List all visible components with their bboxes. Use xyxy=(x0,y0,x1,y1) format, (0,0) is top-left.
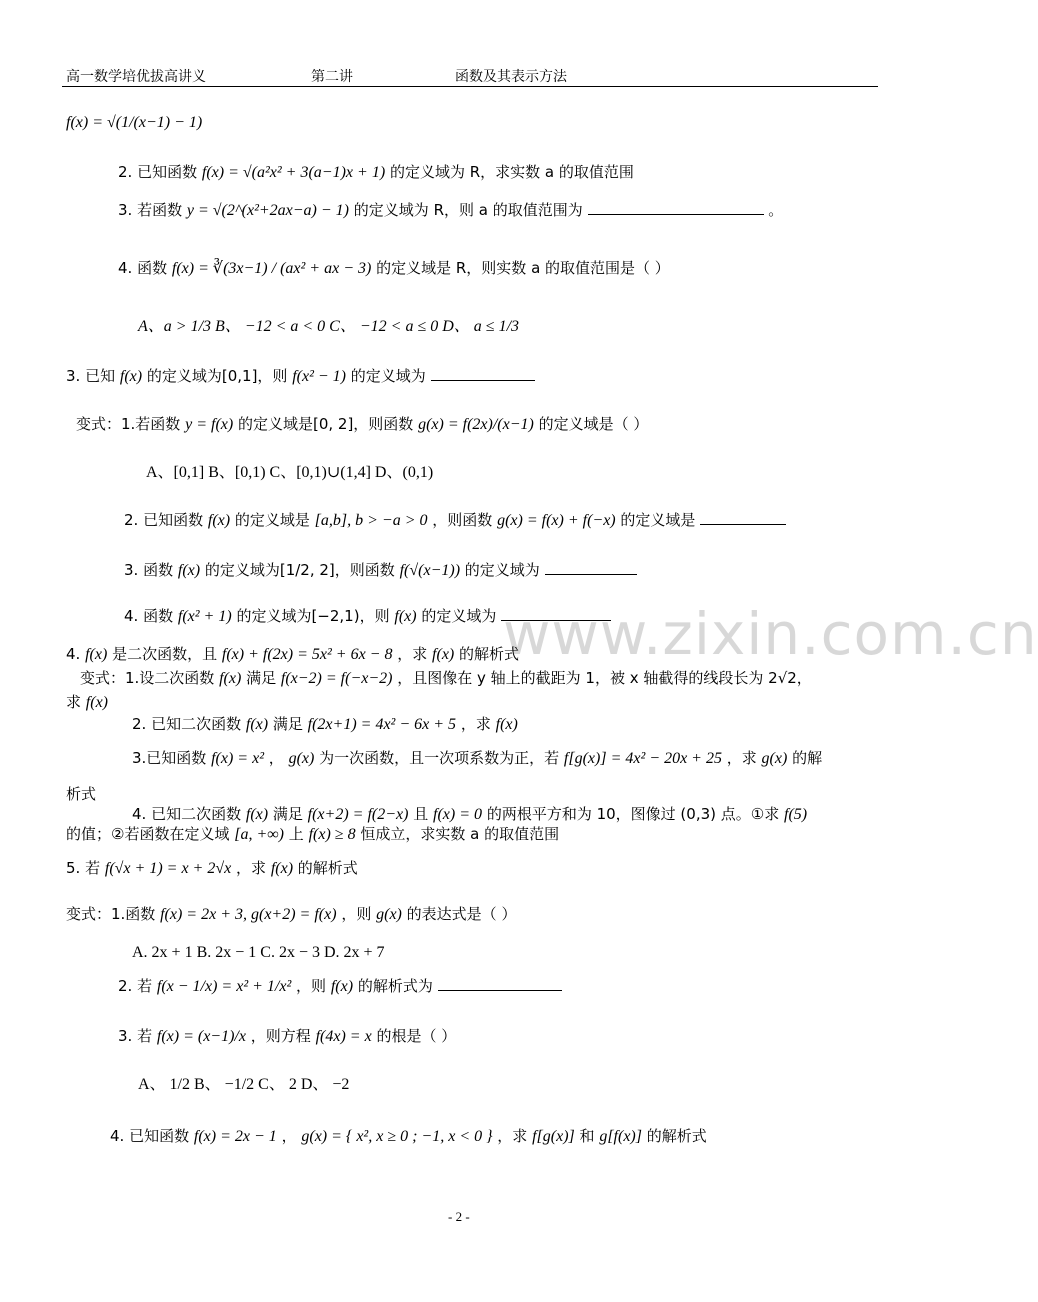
text: 3. 已知 xyxy=(66,367,116,385)
text: ，求 xyxy=(397,645,428,663)
variant-1 xyxy=(76,414,648,435)
text: 变式：1.若函数 xyxy=(76,415,181,433)
formula: g(x) xyxy=(376,906,402,923)
formula: f(x) + f(2x) = 5x² + 6x − 8 xyxy=(221,646,393,663)
formula: g(x) xyxy=(288,750,315,767)
answer-blank xyxy=(431,366,535,381)
formula: g(x) = f(2x)/(x−1) xyxy=(418,416,534,433)
text: 的根是（ ） xyxy=(376,1027,457,1045)
text: 满足 xyxy=(246,669,277,687)
variant-4-expression xyxy=(110,1126,707,1147)
formula: f(x − 1/x) = x² + 1/x² xyxy=(156,978,292,995)
text: ，求 xyxy=(726,749,757,767)
text: 恒成立，求实数 a 的取值范围 xyxy=(360,825,560,843)
formula: g(x) xyxy=(761,750,788,767)
formula: g(x) = f(x) + f(−x) xyxy=(497,512,616,529)
text: 的解析式 xyxy=(646,1127,707,1145)
text: 3. 若 xyxy=(118,1027,153,1045)
formula: f(x) = (x−1)/x xyxy=(156,1028,246,1045)
text: 5. 若 xyxy=(66,859,101,877)
formula: f(x) xyxy=(219,670,242,687)
formula: f(x) = ∛(3x−1) / (ax² + ax − 3) xyxy=(171,260,372,277)
header-topic: 函数及其表示方法 xyxy=(455,69,567,85)
page-number: - 2 - xyxy=(448,1209,470,1224)
text: 2. 已知二次函数 xyxy=(132,715,242,733)
formula: f(x) xyxy=(270,860,294,877)
text: 的表达式是（ ） xyxy=(406,905,517,923)
text: 2. 若 xyxy=(118,977,153,995)
formula: f(x−2) = f(−x−2) xyxy=(280,670,393,687)
text: 的定义域为 R，则 a 的取值范围为 xyxy=(353,201,583,219)
problem-3 xyxy=(118,200,783,221)
text: 的定义域为[−2,1)，则 xyxy=(236,607,390,625)
problem-3-domain xyxy=(66,366,535,387)
formula: f(5) xyxy=(784,806,808,823)
text: 的解 xyxy=(792,749,823,767)
answer-blank xyxy=(545,560,637,575)
formula: f(x) xyxy=(85,694,108,711)
header-rule xyxy=(62,86,878,87)
text: 。 xyxy=(768,201,784,219)
text: 变式：1.设二次函数 xyxy=(80,669,215,687)
text: 的解析式 xyxy=(297,859,358,877)
text: ，则 xyxy=(296,977,327,995)
text: 的定义域为[1/2, 2]，则函数 xyxy=(204,561,395,579)
variant-3-quadratic xyxy=(132,748,822,769)
text: 析式 xyxy=(66,785,97,803)
formula: [a,b], b > −a > 0 xyxy=(314,512,428,529)
text: ，则函数 xyxy=(432,511,493,529)
options: A、[0,1] B、[0,1) C、[0,1)∪(1,4] D、(0,1) xyxy=(146,464,434,481)
formula: f(x) = √(a²x² + 3(a−1)x + 1) xyxy=(201,164,386,181)
variant-4 xyxy=(124,606,611,627)
text: 的定义域是 R，则实数 a 的取值范围是（ ） xyxy=(376,259,670,277)
problem-4-quadratic xyxy=(66,644,519,665)
text: ， xyxy=(268,749,284,767)
formula: f(√(x−1)) xyxy=(399,562,461,579)
text: 3. 若函数 xyxy=(118,201,183,219)
header-lecture-number: 第二讲 xyxy=(311,69,353,85)
formula: f(2x+1) = 4x² − 6x + 5 xyxy=(307,716,457,733)
text: 和 xyxy=(579,1127,595,1145)
options: A、 1/2 B、 −1/2 C、 2 D、 −2 xyxy=(138,1076,350,1093)
header-course-title: 高一数学培优拔高讲义 xyxy=(66,69,206,85)
text: 变式：1.函数 xyxy=(66,905,156,923)
text: 的值；②若函数在定义域 xyxy=(66,825,230,843)
formula: y = √(2^(x²+2ax−a) − 1) xyxy=(186,202,350,219)
problem-4 xyxy=(118,258,670,279)
formula: f(x) = √(1/(x−1) − 1) xyxy=(66,114,203,131)
text: 4. xyxy=(66,645,81,663)
text: 4. 函数 xyxy=(118,259,168,277)
text: ， xyxy=(281,1127,297,1145)
text: ，则 xyxy=(341,905,372,923)
watermark: www.zixin.com.cn xyxy=(503,600,1038,668)
formula: f(x) = 2x + 3, g(x+2) = f(x) xyxy=(160,906,337,923)
text: 4. 函数 xyxy=(124,607,174,625)
formula-line xyxy=(66,112,202,133)
formula: f(√x + 1) = x + 2√x xyxy=(104,860,232,877)
text: 上 xyxy=(288,825,304,843)
options-line xyxy=(138,316,519,337)
formula: f(x+2) = f(2−x) xyxy=(307,806,409,823)
text: 的定义域是[0, 2]，则函数 xyxy=(237,415,414,433)
formula: f(x) xyxy=(119,368,143,385)
variant-2-expression xyxy=(118,976,562,997)
formula: f(x² − 1) xyxy=(292,368,346,385)
text: 的定义域为 xyxy=(464,561,540,579)
formula: f(x) xyxy=(177,562,201,579)
answer-blank xyxy=(588,200,764,215)
formula: y = f(x) xyxy=(185,416,234,433)
formula: f(x) ≥ 8 xyxy=(308,826,356,843)
formula: f(x) xyxy=(245,806,269,823)
formula: f(x² + 1) xyxy=(177,608,232,625)
formula: f(x) = 0 xyxy=(433,806,483,823)
text: 的定义域为 xyxy=(350,367,426,385)
formula: [a, +∞) xyxy=(234,826,284,843)
text: 的定义域为 xyxy=(421,607,497,625)
options-line xyxy=(146,462,433,483)
variant-3-expression xyxy=(118,1026,456,1047)
answer-blank xyxy=(700,510,786,525)
text: 的定义域为[0,1]，则 xyxy=(146,367,288,385)
text: 的解析式 xyxy=(459,645,520,663)
options-line xyxy=(138,1074,349,1095)
text: 4. 已知函数 xyxy=(110,1127,190,1145)
formula: f(x) xyxy=(245,716,269,733)
formula: f(x) xyxy=(394,608,417,625)
problem-5 xyxy=(66,858,358,879)
text: 的定义域是（ ） xyxy=(538,415,649,433)
formula: f[g(x)] = 4x² − 20x + 25 xyxy=(563,750,722,767)
text: ，求 xyxy=(460,715,491,733)
answer-blank xyxy=(438,976,562,991)
formula: f(x) = x² xyxy=(211,750,264,767)
text: 2. 已知函数 xyxy=(124,511,204,529)
options-line xyxy=(132,942,385,963)
text: ，且图像在 y 轴上的截距为 1，被 x 轴截得的线段长为 2√2， xyxy=(397,669,812,687)
text: 的两根平方和为 10，图像过 (0,3) 点。①求 xyxy=(486,805,780,823)
variant-3 xyxy=(124,560,637,581)
text: 的定义域是 xyxy=(620,511,696,529)
text: 为一次函数，且一次项系数为正，若 xyxy=(319,749,560,767)
text: 的定义域为 R，求实数 a 的取值范围 xyxy=(389,163,634,181)
variant-1-expression xyxy=(66,904,516,925)
text: 的解析式为 xyxy=(357,977,433,995)
formula: f(x) xyxy=(495,716,518,733)
options: A、a > 1/3 B、 −12 < a < 0 C、 −12 < a ≤ 0 D、 a ≤ 1/3 xyxy=(138,318,520,335)
text: 的定义域是 xyxy=(234,511,310,529)
problem-2 xyxy=(118,162,634,183)
formula: f(x) xyxy=(330,978,354,995)
variant-3-continued xyxy=(66,784,96,804)
text: 4. 已知二次函数 xyxy=(132,805,242,823)
variant-2 xyxy=(124,510,786,531)
formula: f(x) xyxy=(85,646,108,663)
formula: f(x) xyxy=(207,512,231,529)
text: 3.已知函数 xyxy=(132,749,207,767)
formula: f(x) xyxy=(432,646,455,663)
variant-1-continued xyxy=(66,692,108,713)
text: 2. 已知函数 xyxy=(118,163,198,181)
text: ，求 xyxy=(497,1127,528,1145)
answer-blank xyxy=(501,606,611,621)
formula: f[g(x)] xyxy=(532,1128,575,1145)
text: 求 xyxy=(66,693,82,711)
formula: f(x) = 2x − 1 xyxy=(193,1128,277,1145)
text: 满足 xyxy=(272,715,303,733)
formula: g[f(x)] xyxy=(599,1128,642,1145)
variant-4-continued xyxy=(66,824,559,845)
variant-2-quadratic xyxy=(132,714,518,735)
text: 且 xyxy=(413,805,429,823)
text: 是二次函数，且 xyxy=(112,645,218,663)
variant-1-quadratic xyxy=(80,668,812,689)
text: 满足 xyxy=(272,805,303,823)
text: 3. 函数 xyxy=(124,561,174,579)
text: ，求 xyxy=(236,859,267,877)
text: ，则方程 xyxy=(250,1027,311,1045)
options: A. 2x + 1 B. 2x − 1 C. 2x − 3 D. 2x + 7 xyxy=(132,944,385,961)
variant-4-quadratic xyxy=(132,804,807,825)
formula: f(4x) = x xyxy=(315,1028,372,1045)
formula: g(x) = { x², x ≥ 0 ; −1, x < 0 } xyxy=(301,1128,493,1145)
